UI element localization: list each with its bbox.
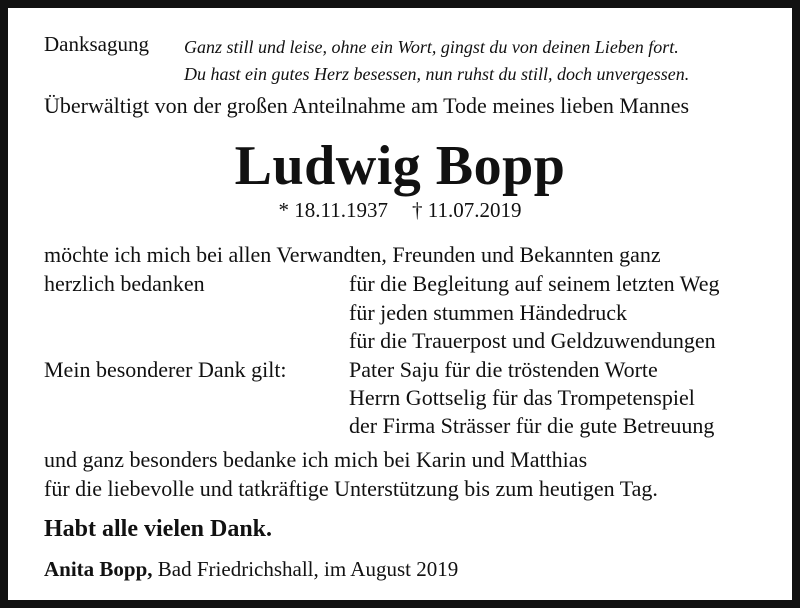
thanks-line-2: herzlich bedanken (44, 271, 205, 296)
closing-line: Habt alle vielen Dank. (44, 516, 273, 542)
intro-text: Überwältigt von der großen Anteilnahme am Tode meines lieben Mannes (44, 93, 690, 118)
special-thanks-1: Pater Saju für die tröstenden Worte (349, 357, 658, 382)
special-thanks-label: Mein besonderer Dank gilt: (44, 357, 287, 382)
special-thanks-3: der Firma Strässer für die gute Betreuung (349, 413, 715, 438)
verse-line-2: Du hast ein gutes Herz besessen, nun ruhst du still, doch unvergessen. (184, 64, 690, 84)
deceased-name: Ludwig Bopp (234, 135, 566, 197)
birth-date: * 18.11.1937 (278, 198, 388, 222)
reason-3: für die Trauerpost und Geldzuwendungen (349, 328, 716, 353)
life-dates (8, 200, 792, 221)
reason-2: für jeden stummen Händedruck (349, 300, 627, 325)
verse-line-1: Ganz still und leise, ohne ein Wort, gingst du von deinen Lieben fort. (184, 37, 679, 57)
final-thanks-1: und ganz besonders bedanke ich mich bei Karin und Matthias (44, 447, 588, 472)
special-thanks-2: Herrn Gottselig für das Trompetenspiel (349, 385, 695, 410)
signature (44, 559, 458, 580)
signature-name: Anita Bopp, (44, 557, 153, 581)
final-thanks-2: für die liebevolle und tatkräftige Unterstützung bis zum heutigen Tag. (44, 476, 658, 501)
heading-danksagung: Danksagung (44, 32, 149, 56)
death-date: † 11.07.2019 (412, 198, 522, 222)
signature-place-date: Bad Friedrichshall, im August 2019 (157, 557, 459, 581)
thanks-line-1: möchte ich mich bei allen Verwandten, Freunden und Bekannten ganz (44, 242, 661, 267)
reason-1: für die Begleitung auf seinem letzten Weg (349, 271, 720, 296)
